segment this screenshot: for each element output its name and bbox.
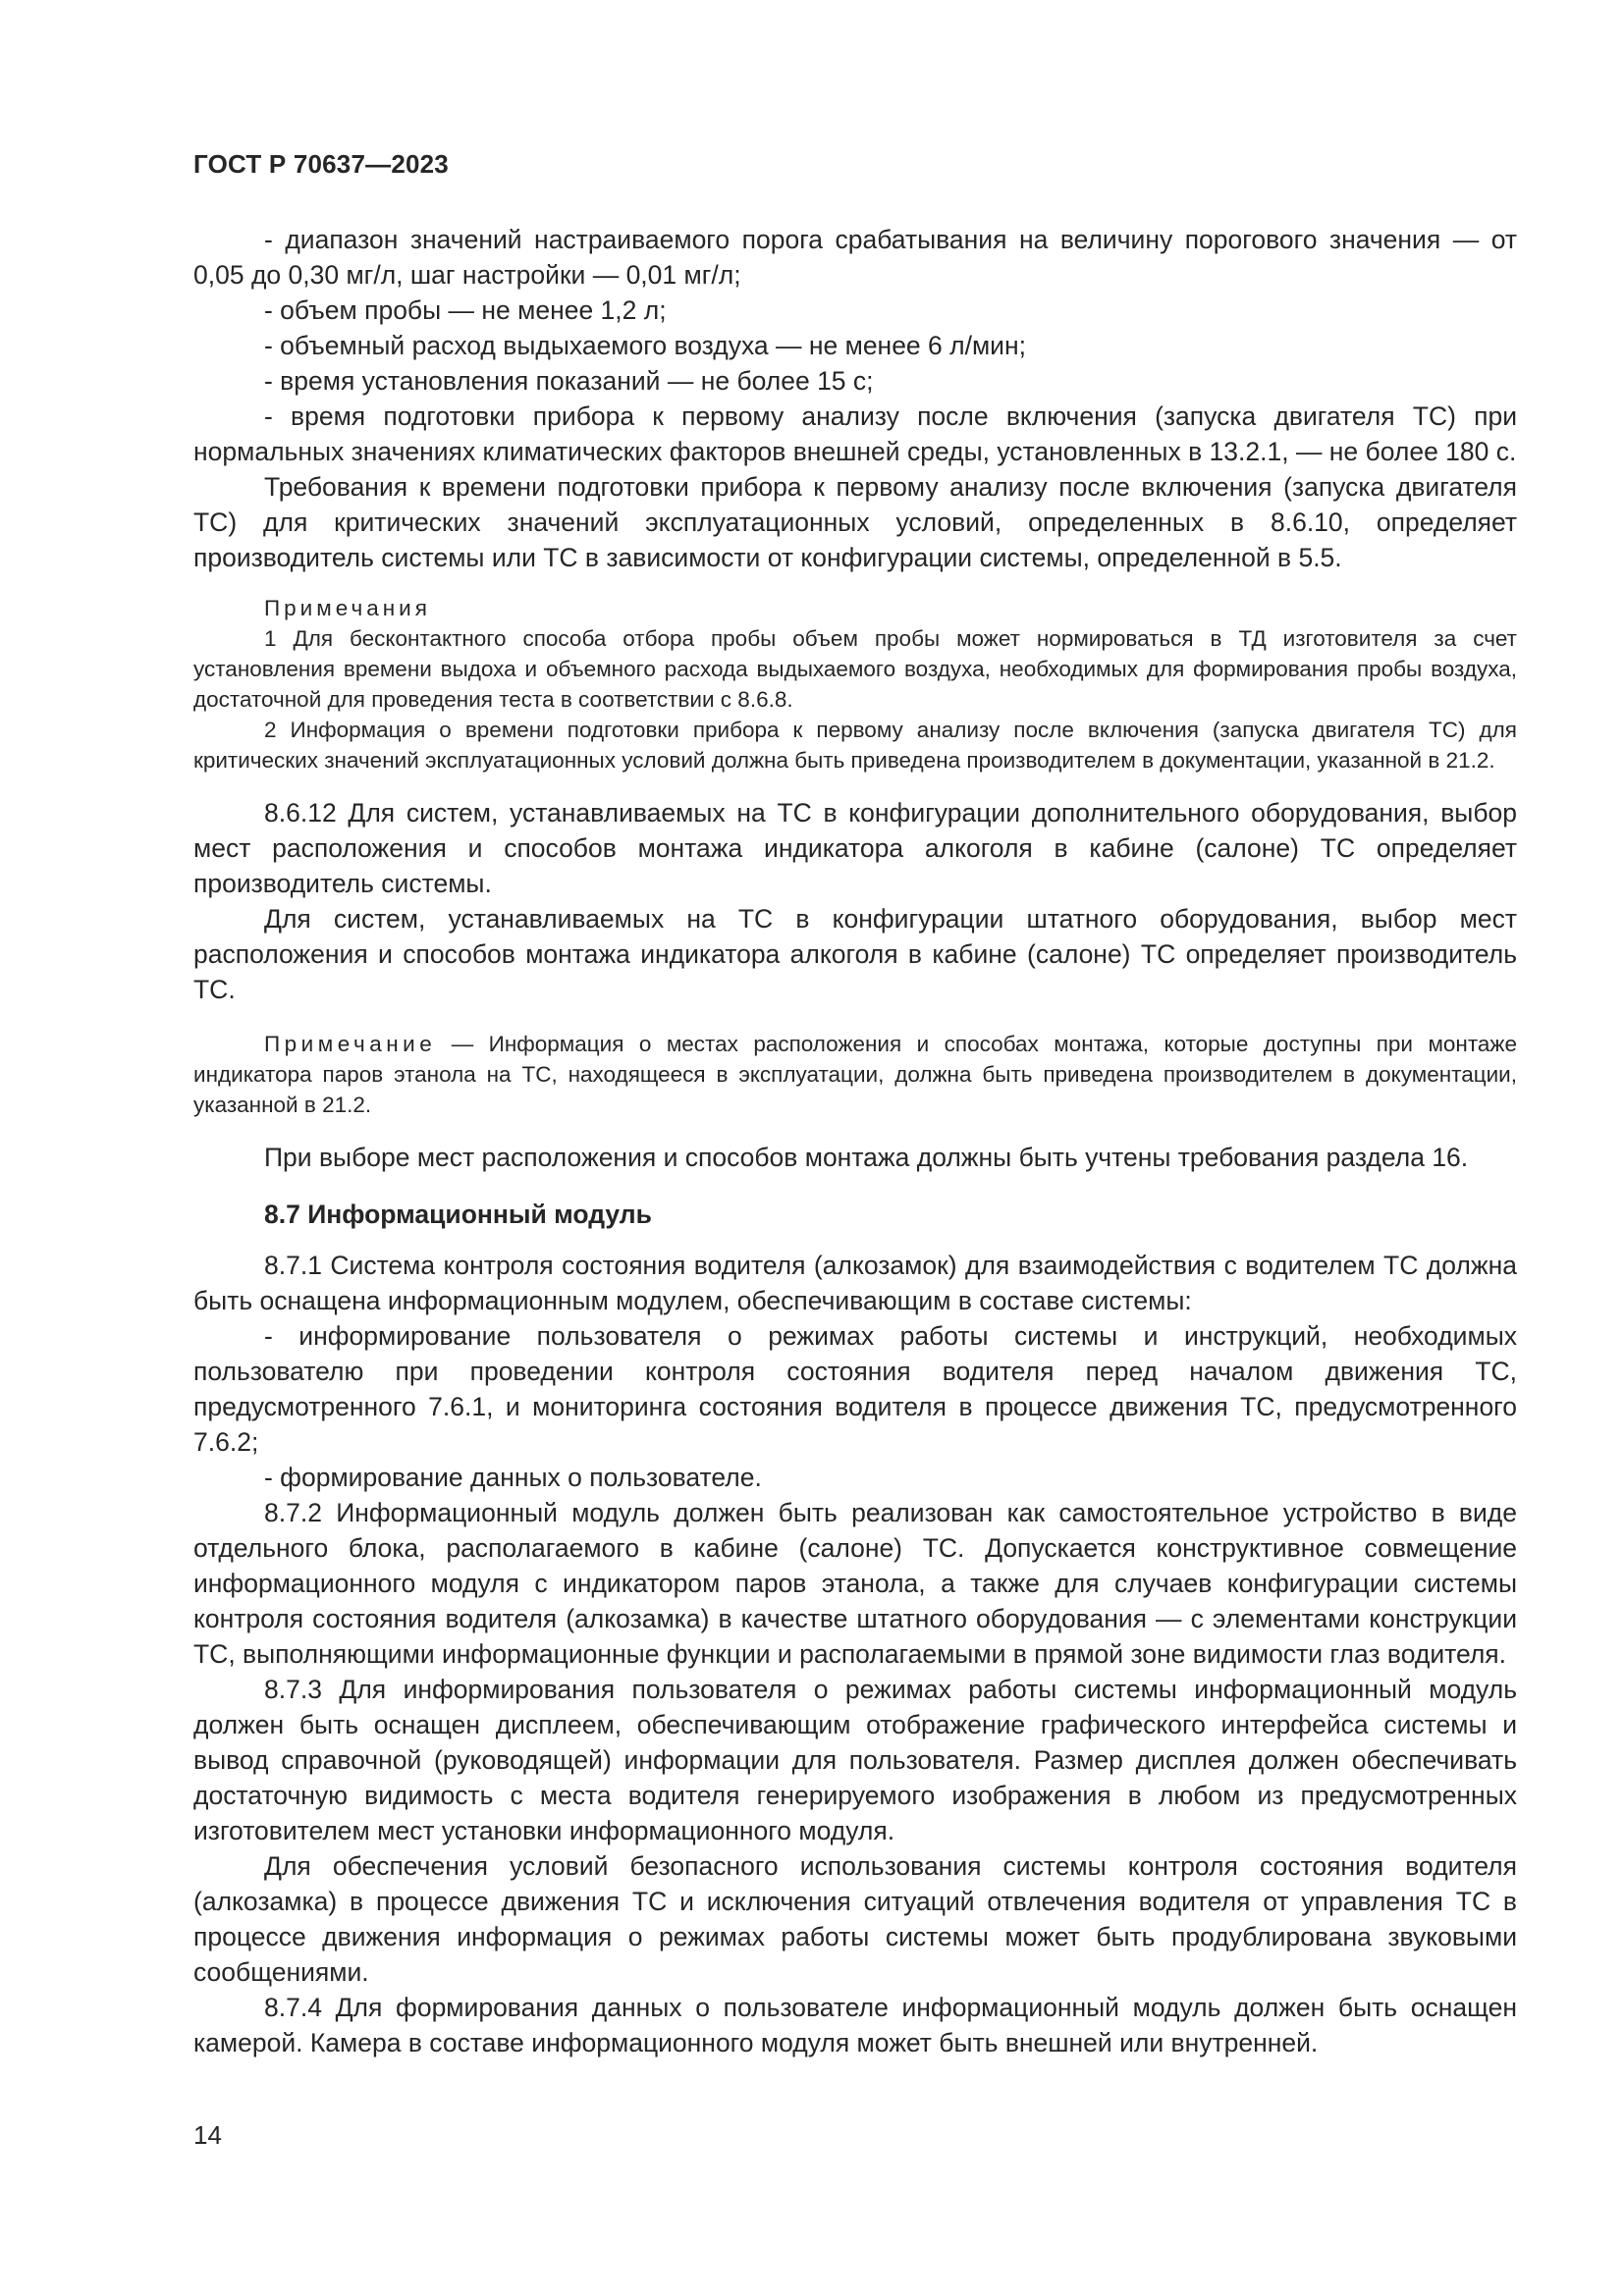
note-item: 1 Для бесконтактного способа отбора пробы объем пробы может нормироваться в ТД изготовителя за счет установления времени выдоха и объемного расхода выдыхаемого воздуха, необходимых для формирования пробы воздуха, достаточной для проведения теста в соответствии с 8.6.8. bbox=[193, 626, 1517, 712]
note-item: 2 Информация о времени подготовки прибора к первому анализу после включения (запуска двигателя ТС) для критических значений эксплуатационных условий должна быть приведена производителем в документации, указанной в 21.2. bbox=[193, 718, 1517, 773]
body-paragraph: 8.6.12 Для систем, устанавливаемых на ТС в конфигурации дополнительного оборудования, выбор мест расположения и способов монтажа индикатора алкоголя в кабине (салоне) ТС определяет производитель системы. bbox=[193, 798, 1517, 898]
body-paragraph: 8.7.2 Информационный модуль должен быть реализован как самостоятельное устройство в виде отдельного блока, располагаемого в кабине (салоне) ТС. Допускается конструктивное совмещение информационного модуля с индикатором паров этанола, а также для случаев конфигурации системы контроля состояния водителя (алкозамка) в качестве штатного оборудования — с элементами конструкции ТС, выполняющими информационные функции и располагаемыми в прямой зоне видимости глаз водителя. bbox=[193, 1498, 1517, 1669]
body-paragraph: - объемный расход выдыхаемого воздуха — не менее 6 л/мин; bbox=[264, 331, 1026, 360]
note-label: Примечание bbox=[264, 1032, 437, 1056]
body-paragraph: Для обеспечения условий безопасного использования системы контроля состояния водителя (алкозамка) в процессе движения ТС и исключения ситуаций отвлечения водителя от управления ТС в процессе движения информация о режимах работы системы может быть продублирована звуковыми сообщениями. bbox=[193, 1851, 1517, 1987]
body-paragraph: - информирование пользователя о режимах работы системы и инструкций, необходимых пользователю при проведении контроля состояния водителя перед началом движения ТС, предусмотренного 7.6.1, и мониторинга состояния водителя в процессе движения ТС, предусмотренного 7.6.2; bbox=[193, 1321, 1517, 1457]
body-paragraph: Для систем, устанавливаемых на ТС в конфигурации штатного оборудования, выбор мест расположения и способов монтажа индикатора алкоголя в кабине (салоне) ТС определяет производитель ТС. bbox=[193, 904, 1517, 1004]
document-header: ГОСТ Р 70637—2023 bbox=[193, 149, 449, 179]
body-paragraph: Требования к времени подготовки прибора к первому анализу после включения (запуска двигателя ТС) для критических значений эксплуатационных условий, определенных в 8.6.10, определяет производитель системы или ТС в зависимости от конфигурации системы, определенной в 5.5. bbox=[193, 472, 1517, 572]
body-paragraph: 8.7.1 Система контроля состояния водителя (алкозамок) для взаимодействия с водителем ТС должна быть оснащена информационным модулем, обеспечивающим в составе системы: bbox=[193, 1251, 1517, 1315]
document-body bbox=[193, 222, 1517, 2060]
single-note bbox=[193, 1029, 1517, 1120]
body-paragraph: - время установления показаний — не более 15 с; bbox=[264, 366, 874, 396]
body-paragraph: При выборе мест расположения и способов монтажа должны быть учтены требования раздела 16. bbox=[264, 1143, 1469, 1172]
body-paragraph: - время подготовки прибора к первому анализу после включения (запуска двигателя ТС) при нормальных значениях климатических факторов внешней среды, установленных в 13.2.1, — не более 180 с. bbox=[193, 401, 1517, 466]
page-number: 14 bbox=[193, 2120, 222, 2150]
body-paragraph: 8.7.4 Для формирования данных о пользователе информационный модуль должен быть оснащен камерой. Камера в составе информационного модуля может быть внешней или внутренней. bbox=[193, 1993, 1517, 2057]
section-heading: 8.7 Информационный модуль bbox=[264, 1200, 652, 1229]
body-paragraph: - формирование данных о пользователе. bbox=[264, 1463, 762, 1492]
body-paragraph: 8.7.3 Для информирования пользователя о режимах работы системы информационный модуль должен быть оснащен дисплеем, обеспечивающим отображение графического интерфейса системы и вывод справочной (руководящей) информации для пользователя. Размер дисплея должен обеспечивать достаточную видимость с места водителя генерируемого изображения в любом из предусмотренных изготовителем мест установки информационного модуля. bbox=[193, 1675, 1517, 1845]
note-text: — Информация о местах расположения и способах монтажа, которые доступны при монтаже индикатора паров этанола на ТС, находящееся в эксплуатации, должна быть приведена производителем в документации, указанной в 21.2. bbox=[193, 1032, 1517, 1117]
notes-title: Примечания bbox=[264, 596, 431, 620]
body-paragraph: - диапазон значений настраиваемого порога срабатывания на величину порогового значения — от 0,05 до 0,30 мг/л, шаг настройки — 0,01 мг/л; bbox=[193, 225, 1517, 290]
body-paragraph: - объем пробы — не менее 1,2 л; bbox=[264, 295, 667, 325]
